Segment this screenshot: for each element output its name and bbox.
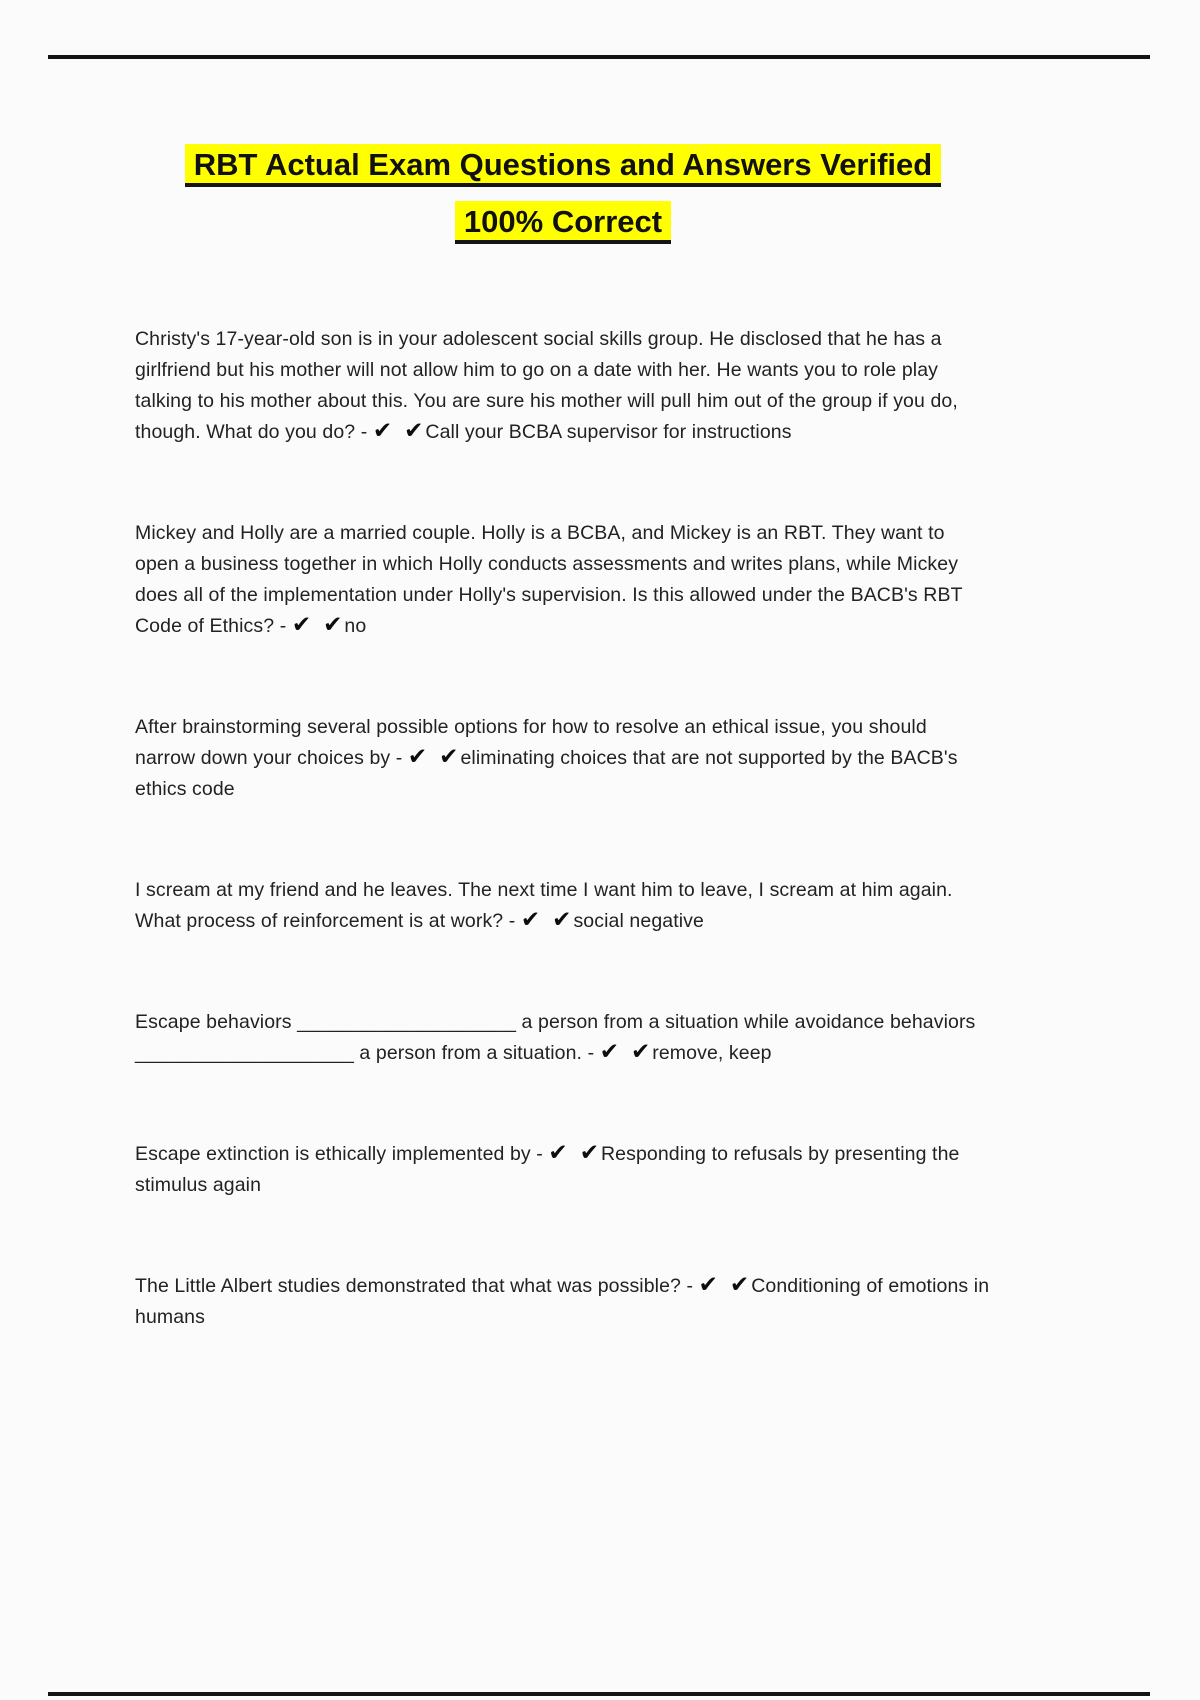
answer-text: Responding to refusals by presenting the stimulus again: [135, 1143, 960, 1196]
double-checkmark-icon: ✔ ✔: [407, 744, 461, 770]
answer-text: Conditioning of emotions in humans: [135, 1275, 990, 1328]
qa-item-1: [135, 324, 991, 448]
answer-separator: -: [390, 747, 408, 769]
answer-text: eliminating choices that are not supported by the BACB's ethics code: [135, 747, 958, 800]
question-text: I scream at my friend and he leaves. The next time I want him to leave, I scream at him again. What process of reinforcement is at work?: [135, 879, 953, 932]
bottom-border-rule: [48, 1692, 1150, 1696]
qa-item-6: [135, 1139, 991, 1201]
double-checkmark-icon: ✔ ✔: [372, 418, 426, 444]
answer-text: no: [344, 615, 367, 637]
question-text: After brainstorming several possible options for how to resolve an ethical issue, you should narrow down your choices by: [135, 716, 927, 769]
title-line-1: RBT Actual Exam Questions and Answers Verified: [185, 144, 941, 187]
question-text: The Little Albert studies demonstrated that what was possible?: [135, 1275, 682, 1297]
answer-separator: -: [274, 615, 292, 637]
double-checkmark-icon: ✔ ✔: [548, 1140, 601, 1166]
double-checkmark-icon: ✔ ✔: [291, 612, 345, 638]
qa-item-5: [135, 1007, 991, 1069]
document-content: [135, 0, 991, 1403]
answer-separator: -: [681, 1275, 699, 1297]
question-text: Mickey and Holly are a married couple. Holly is a BCBA, and Mickey is an RBT. They want to open a business together in which Holly conducts assessments and writes plans, while Mickey does all of the implementation under Holly's supervision. Is this allowed under the BACB's RBT Code of Ethics?: [135, 522, 963, 637]
answer-separator: -: [355, 421, 373, 443]
answer-text: remove, keep: [652, 1042, 772, 1064]
double-checkmark-icon: ✔ ✔: [698, 1272, 752, 1298]
answer-text: social negative: [573, 910, 704, 932]
answer-separator: -: [530, 1143, 549, 1165]
question-text: Escape extinction is ethically implemented by: [135, 1143, 531, 1165]
document-title: [135, 136, 991, 250]
question-text: Christy's 17-year-old son is in your adolescent social skills group. He disclosed that he has a girlfriend but his mother will not allow him to go on a date with her. He wants you to role play talking to his mother about this. You are sure his mother will pull him out of the group if you do, though. What do you do?: [135, 328, 958, 443]
qa-item-3: [135, 712, 991, 805]
qa-item-4: [135, 875, 991, 937]
qa-item-2: [135, 518, 991, 642]
answer-separator: -: [503, 910, 521, 932]
title-line-2: 100% Correct: [455, 201, 671, 244]
qa-item-7: [135, 1271, 991, 1333]
answer-separator: -: [582, 1042, 600, 1064]
double-checkmark-icon: ✔ ✔: [520, 907, 574, 933]
question-text: Escape behaviors ____________________ a person from a situation while avoidance behaviors ____________________ a person from a situation.: [135, 1011, 976, 1064]
answer-text: Call your BCBA supervisor for instructions: [425, 421, 792, 443]
double-checkmark-icon: ✔ ✔: [599, 1039, 653, 1065]
